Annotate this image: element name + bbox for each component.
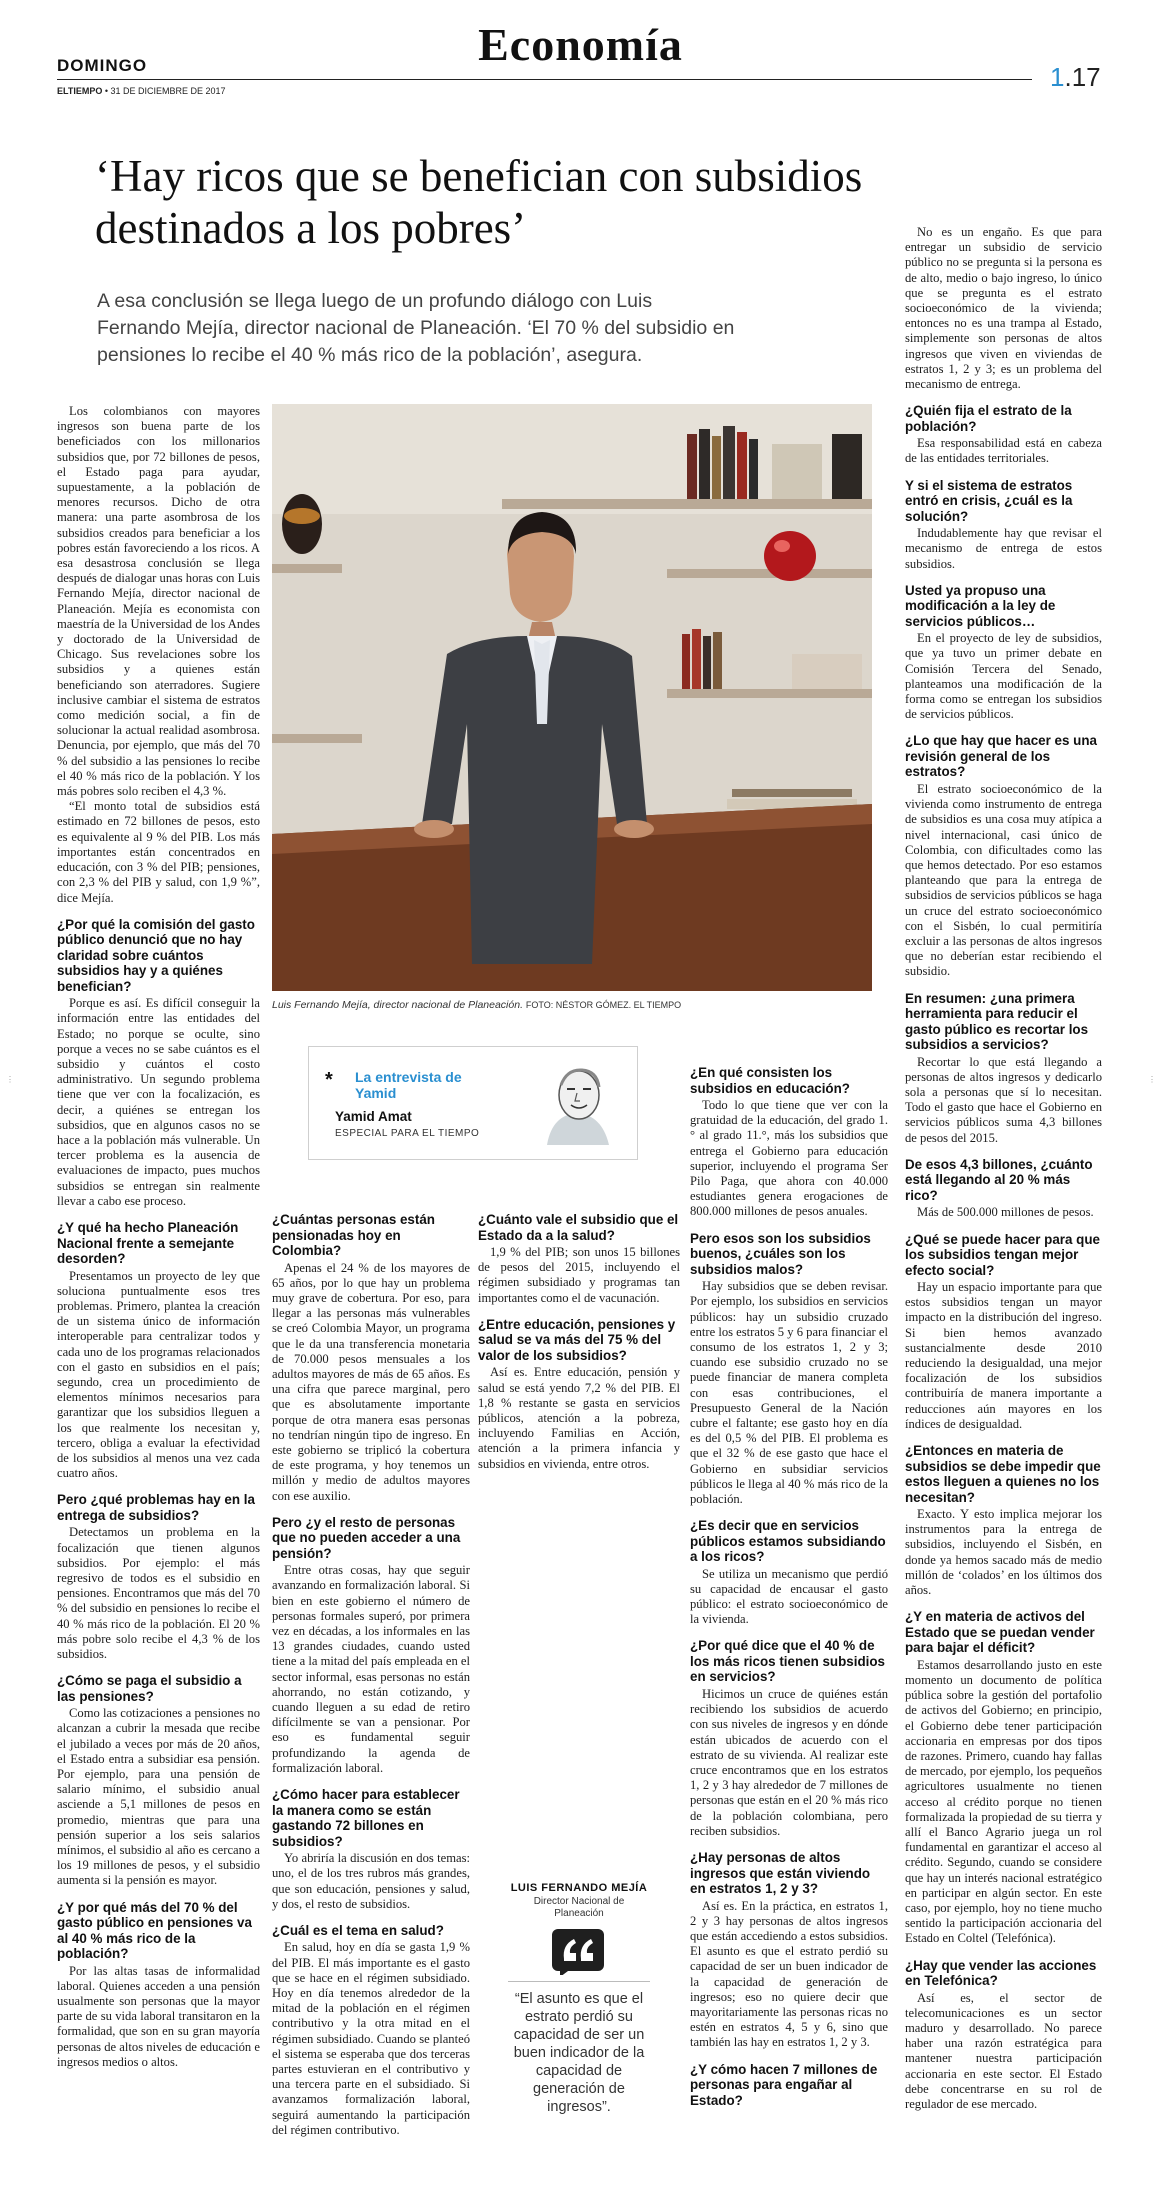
body-paragraph: Se utiliza un mecanismo que perdió su capacidad de encausar el gasto público: el estrato socioeconómico de la vivienda. xyxy=(690,1566,888,1627)
deck: A esa conclusión se llega luego de un profundo diálogo con Luis Fernando Mejía, director nacional de Planeación. ‘El 70 % del subsidio en pensiones lo recibe el 40 % más rico de la población’, asegura. xyxy=(97,290,735,366)
crop-mark-left: ⋮ xyxy=(6,1075,14,1084)
text-column-1 xyxy=(57,404,260,2070)
question-heading: ¿Y qué ha hecho Planeación Nacional frente a semejante desorden? xyxy=(57,1220,239,1267)
portrait-illustration xyxy=(272,404,872,991)
question-heading: ¿Entre educación, pensiones y salud se va más del 75 % del valor de los subsidios? xyxy=(478,1316,676,1363)
question-heading: ¿Es decir que en servicios públicos estamos subsidiando a los ricos? xyxy=(690,1518,886,1565)
pull-quote-role: Director Nacional de Planeación xyxy=(533,1896,625,1919)
body-paragraph: Así es, el sector de telecomunicaciones es un sector maduro y desarrollado. No parece haber una razón estratégica para mantener nuestra participación accionaria en este sector. El Estado debe concentrarse en su rol de regulador de ese mercado. xyxy=(905,1990,1102,2112)
author-name: Yamid Amat xyxy=(335,1109,412,1124)
question-heading: Usted ya propuso una modificación a la ley de servicios públicos… xyxy=(905,582,1056,629)
brand-name: ELTIEMPO xyxy=(57,86,103,96)
text-column-2-overflow xyxy=(478,1212,680,1472)
pull-quote-rule xyxy=(508,1981,650,1982)
page-section-number: 1 xyxy=(1050,62,1065,92)
edition-day: DOMINGO xyxy=(57,56,148,75)
body-paragraph: Así es. Entre educación, pensión y salud se está yendo 7,2 % del PIB. El 1,8 % restante se gasta en servicios públicos, atención a la pobreza, incluyendo Familias en Acción, atención a la primera infancia y subsidios en vivienda, entre otros. xyxy=(478,1365,680,1471)
question-heading: En resumen: ¿una primera herramienta para reducir el gasto público es recortar los subsidios a servicios? xyxy=(905,990,1089,1053)
caption-text: Luis Fernando Mejía, director nacional de Planeación. xyxy=(272,999,523,1011)
question-heading: ¿Por qué dice que el 40 % de los más ricos tienen subsidios en servicios? xyxy=(690,1638,885,1685)
body-paragraph: Yo abriría la discusión en dos temas: uno, el de los tres rubros más grandes, que son educación, pensiones y salud, y dos, el resto de subsidios. xyxy=(272,1851,470,1911)
body-paragraph: Detectamos un problema en la focalización que tienen algunos subsidios. Por ejemplo: el más regresivo de todos es el subsidio en pensiones. Encontramos que más del 70 % del subsidio en pensiones lo recibe el 40 % más rico de la población. El 20 % más pobre solo recibe el 4,3 % de los subsidios. xyxy=(57,1525,260,1662)
body-paragraph: Más de 500.000 millones de pesos. xyxy=(917,1205,1094,1220)
body-paragraph: Hay un espacio importante para que estos subsidios tengan un mayor impacto en la distribución del ingreso. Si bien hemos avanzado sustancialmente desde 2010 reduciendo la desigualdad, una mejor focalización de los subsidios contribuiría de manera importante a reducciones aún mayores en los índices de desigualdad. xyxy=(905,1280,1102,1431)
question-heading: Pero ¿y el resto de personas que no pueden acceder a una pensión? xyxy=(272,1514,461,1561)
question-heading: ¿Entonces en materia de subsidios se debe impedir que estos lleguen a quienes no los necesitan? xyxy=(905,1443,1101,1505)
body-paragraph: En salud, hoy en día se gasta 1,9 % del PIB. El más importante es el gasto que se hace en el régimen subsidiado. Hoy en día tenemos alrededor de la mitad de la población en el régimen contributivo y la otra mitad en el régimen subsidiado. Cuando se planteó el sistema se esperaba que dos terceras partes estuvieran en el contributivo y una tercera parte en el subsidiado. Si avanzamos formalización laboral, seguirá aumentando la participación del régimen contributivo. xyxy=(272,1940,470,2137)
body-paragraph: Estamos desarrollando justo en este momento un documento de política pública sobre la gestión del portafolio de activos del Gobierno; en principio, el Gobierno debe tener participación accionaria en empresas por dos tipos de razones. Primero, cuando hay fallas de mercado, por ejemplo, los pequeños agricultores usualmente no tienen acceso al crédito porque no tienen formalizada la propiedad de su tierra y allí el Banco Agrario juega un rol fundamental en garantizar el acceso al crédito. Segundo, cuando se considere que hay un interés nacional estratégico en participar en algún sector. En este caso, por ejemplo, hoy no tiene mucho sentido la participación accionaria del Estado en Coltel (Telefónica). xyxy=(905,1657,1102,1946)
dateline: ELTIEMPO • 31 DE DICIEMBRE DE 2017 xyxy=(57,86,226,96)
question-heading: Pero ¿qué problemas hay en la entrega de subsidios? xyxy=(57,1492,255,1523)
photo-credit: FOTO: NÉSTOR GÓMEZ. EL TIEMPO xyxy=(525,1000,682,1010)
question-heading: Y si el sistema de estratos entró en crisis, ¿cuál es la solución? xyxy=(905,477,1073,524)
question-heading: ¿Y cómo hacen 7 millones de personas para engañar al Estado? xyxy=(690,2061,878,2108)
crop-mark-right: ⋮ xyxy=(1148,1075,1156,1084)
body-paragraph: Hicimos un cruce de quiénes están recibiendo los subsidios de acuerdo con sus niveles de ingresos y en dónde están ubicados de acuerdo con el estrato de su vivienda. Al realizar este cruce encontramos que en los estratos 1, 2 y 3 hay alrededor de 7 millones de personas que están en el 20 % más rico de la población colombiana, pero reciben subsidios. xyxy=(690,1686,888,1838)
body-paragraph: No es un engaño. Es que para entregar un subsidio de servicio público no se pregunta si la persona es de alto, medio o bajo ingreso, lo único que se pregunta es el estrato socioeconómico de la vivienda; entonces no es una trampa al Estado, simplemente son personas de altos ingresos que viven en viviendas de estratos 1, 2 y 3; es un problema del mecanismo de entrega. xyxy=(905,225,1102,392)
question-heading: ¿Por qué la comisión del gasto público denunció que no hay claridad sobre cuántos subsidios hay y a quiénes benefician? xyxy=(57,916,255,994)
asterisk-icon: * xyxy=(325,1069,333,1091)
question-heading: ¿Lo que hay que hacer es una revisión general de los estratos? xyxy=(905,733,1097,780)
section-title: Economía xyxy=(478,19,683,70)
portrait-photo xyxy=(272,404,872,991)
photo-caption xyxy=(272,999,872,1011)
author-caricature xyxy=(527,1055,627,1155)
text-column-2 xyxy=(272,1212,470,2138)
question-heading: ¿Hay personas de altos ingresos que están viviendo en estratos 1, 2 y 3? xyxy=(690,1850,871,1897)
body-paragraph: Entre otras cosas, hay que seguir avanzando en formalización laboral. Si bien en este gobierno el número de personas formales superó, por primera vez en décadas, a los informales en las 13 grandes ciudades, cuando usted tiene a la mitad del país empleada en el sector informal, esas personas no están ahorrando, no están cotizando, y cuando lleguen a su edad de retiro difícilmente se van a pensionar. Por eso es fundamental seguir profundizando la agenda de formalización laboral. xyxy=(272,1563,470,1775)
headline: ‘Hay ricos que se benefician con subsidios destinados a los pobres’ xyxy=(95,151,863,253)
body-paragraph: El estrato socioeconómico de la vivienda como instrumento de entrega de subsidios es una cosa muy atípica a nivel internacional, casi único de Colombia, con dificultades como las que hemos detectado. Por eso estamos planteando que para la entrega de subsidios de servicios públicos se haga un cruce del estrato socioeconómico con el Sisbén, lo cual permitiría excluir a las personas de altos ingresos que no deberían estar recibiendo el subsidio. xyxy=(905,781,1102,979)
body-paragraph: Por las altas tasas de informalidad laboral. Quienes acceden a una pensión usualmente son personas que la mayor parte de su vida laboral transitaron en la formalidad, que son en su gran mayoría personas de altos niveles de educación e ingresos medios o altos. xyxy=(57,1963,260,2069)
body-paragraph: Porque es así. Es difícil conseguir la información entre las entidades del Estado; no porque se oculte, sino porque a veces no se sabe cuántos es el subsidio y cuántos el costo administrativo. Un segundo problema tiene que ver con la focalización, es decir, a quiénes se entregan los subsidios, que en algunos casos no se hace a la población más vulnerable. Un tercer problema es la ausencia de evaluaciones de impacto, pues muchos subsidios se entregan sin realmente llevar a cabo ese proceso. xyxy=(57,996,260,1208)
question-heading: De esos 4,3 billones, ¿cuánto está llegando al 20 % más rico? xyxy=(905,1156,1093,1203)
question-heading: ¿Cuánto vale el subsidio que el Estado da a la salud? xyxy=(478,1212,679,1243)
text-column-3 xyxy=(690,1065,888,2110)
body-paragraph: Esa responsabilidad está en cabeza de las entidades territoriales. xyxy=(905,436,1102,466)
body-paragraph: Así es. En la práctica, en estratos 1, 2 y 3 hay personas de altos ingresos que están accediendo a estos subsidios. El asunto es que el estrato perdió su capacidad de ser un buen indicador de la capacidad de generación de ingresos; eso no quiere decir que mayoritariamente las personas ricas no estén en estratos 4, 5 y 6, sino que también las hay en estratos 1, 2 y 3. xyxy=(690,1898,888,2050)
body-paragraph: Todo lo que tiene que ver con la gratuidad de la educación, del grado 1.° al grado 11.°, más los subsidios que entrega el Gobierno para educación superior, incluyendo el programa Ser Pilo Paga, que ahora con 40.000 estudiantes genera erogaciones de 800.000 millones de pesos anuales. xyxy=(690,1098,888,1219)
body-paragraph: Exacto. Y esto implica mejorar los instrumentos para la entrega de subsidios, incluyendo el Sisbén, en donde ya hemos sacado más de medio millón de ‘colados’ en los últimos dos años. xyxy=(905,1507,1102,1598)
question-heading: ¿Y por qué más del 70 % del gasto público en pensiones va al 40 % más rico de la población? xyxy=(57,1899,252,1962)
body-paragraph: Presentamos un proyecto de ley que soluciona puntualmente esos tres problemas. Primero, plantea la creación de un sistema único de información interoperable para centralizar todos y cada uno de los programas relacionados con el gasto en subsidios en el país; segundo, crea un procedimiento de elementos mínimos necesarios para garantizar que los subsidios lleguen a los que realmente los necesitan y, tercero, obliga a evaluar la efectividad de los subsidios al menos una vez cada cuatro años. xyxy=(57,1268,260,1481)
body-paragraph: Recortar lo que está llegando a personas de altos ingresos y dedicarlo sola a personas que sí lo necesitan. Todo el gasto que hace el Gobierno en servicios públicos suma 4,3 billones de pesos del 2015. xyxy=(905,1054,1102,1145)
publication-date: 31 DE DICIEMBRE DE 2017 xyxy=(110,86,226,96)
series-name: La entrevista de Yamid xyxy=(355,1069,462,1101)
interview-signature-box xyxy=(308,1046,638,1160)
pull-quote-name: LUIS FERNANDO MEJÍA xyxy=(510,1882,648,1894)
question-heading: Pero esos son los subsidios buenos, ¿cuáles son los subsidios malos? xyxy=(690,1230,871,1277)
body-paragraph: Hay subsidios que se deben revisar. Por ejemplo, los subsidios en servicios públicos: hay un subsidio cruzado entre los estratos 5 y 6 para financiar el consumo de los estratos 1, 2 y 3; cuando ese subsidio cruzado no se puede financiar de manera completa con esas contribuciones, el Presupuesto General de la Nación cubre el faltante; ese gasto hoy en día es del 0,5 % del PIB. El problema es que el 32 % de ese gasto que hace el Gobierno en subsidiar servicios públicos le llega al 40 % más rico de la población. xyxy=(690,1279,888,1506)
masthead-rule xyxy=(57,79,1032,80)
question-heading: ¿En qué consisten los subsidios en educación? xyxy=(690,1065,850,1096)
question-heading: ¿Qué se puede hacer para que los subsidios tengan mejor efecto social? xyxy=(905,1231,1100,1278)
body-paragraph: En el proyecto de ley de subsidios, que ya tuvo un primer debate en Comisión Tercera del Senado, planteamos una modificación de la forma como se entregan los subsidios de servicios públicos. xyxy=(905,631,1102,722)
page-number-value: .17 xyxy=(1064,62,1101,92)
body-paragraph: Como las cotizaciones a pensiones no alcanzan a cubrir la mesada que recibe el jubilado a veces por más de 20 años, el Estado entra a subsidiar esa pensión. Por ejemplo, para una pensión de salario mínimo, el subsidio anual asciende a 5,1 millones de pesos en promedio, mientras que para una pensión superior a los seis salarios mínimos, el subsidio al año es cercano a los 19 millones de pesos, y el subsidio aumenta si la pensión es mayor. xyxy=(57,1706,260,1888)
pull-quote-text: “El asunto es que el estrato perdió su capacidad de ser un buen indicador de la capacidad de generación de ingresos”. xyxy=(513,1991,645,2115)
question-heading: ¿Cómo se paga el subsidio a las pensiones? xyxy=(57,1673,242,1704)
question-heading: ¿Quién fija el estrato de la población? xyxy=(905,403,1072,434)
text-column-4 xyxy=(905,225,1102,2112)
body-paragraph: “El monto total de subsidios está estimado en 72 billones de pesos, esto es equivalente al 9 % del PIB. Los más importantes están concentrados en educación, con 3 % del PIB; pensiones, con 2,3 % del PIB y salud, con 1,9 %”, dice Mejía. xyxy=(57,799,260,905)
body-paragraph: Los colombianos con mayores ingresos son buena parte de los beneficiados con los millonarios subsidios que, por 72 billones de pesos, el Estado paga para ayudar, supuestamente, a la población de menores recursos. Dicho de otra manera: una parte asombrosa de los subsidios creados para beneficiar a los pobres están favoreciendo a los ricos. A esa desastrosa conclusión se llega después de dialogar unas horas con Luis Fernando Mejía, director nacional de Planeación. Mejía es economista con maestría de la Universidad de los Andes y doctorado de la Universidad de Chicago. Sus revelaciones sobre los subsidios y a quienes están beneficiando son aterradores. Sugiere inclusive cambiar el sistema de estratos como medición social, a fin de solucionar la actual realidad asombrosa. Denuncia, por ejemplo, que más del 70 % del subsidio a las pensiones lo recibe el 40 % más rico de la población. Y los más pobres solo reciben el 4,3 %. xyxy=(57,404,260,799)
question-heading: ¿Hay que vender las acciones en Telefónica? xyxy=(905,1957,1097,1989)
body-paragraph: Apenas el 24 % de los mayores de 65 años, por lo que hay un problema muy grave de cobertura. Por eso, para llegar a las personas más vulnerables se creó Colombia Mayor, un programa que le da una transferencia monetaria de 70.000 pesos mensuales a los adultos mayores de más de 65 años. Es una cifra que parece marginal, pero que es absolutamente importante porque de otra manera esas personas no tendrían ningún tipo de ingreso. En este gobierno se triplicó la cobertura de este programa, y hoy tenemos un millón y medio de adultos mayores con ese auxilio. xyxy=(272,1260,470,1503)
page-number xyxy=(1050,62,1101,93)
question-heading: ¿Cuál es el tema en salud? xyxy=(272,1922,444,1938)
body-paragraph: 1,9 % del PIB; son unos 15 billones de pesos del 2015, incluyendo el régimen subsidiado y programas tan importantes como el de vacunación. xyxy=(478,1245,680,1305)
question-heading: ¿Cómo hacer para establecer la manera como se están gastando 72 billones en subsidios? xyxy=(272,1787,460,1849)
author-role: ESPECIAL PARA EL TIEMPO xyxy=(335,1128,480,1139)
body-paragraph: Indudablemente hay que revisar el mecanismo de entrega de estos subsidios. xyxy=(905,526,1102,571)
question-heading: ¿Y en materia de activos del Estado que se puedan vender para bajar el déficit? xyxy=(905,1609,1095,1656)
question-heading: ¿Cuántas personas están pensionadas hoy en Colombia? xyxy=(272,1212,435,1258)
quote-mark-icon xyxy=(550,1925,606,1975)
